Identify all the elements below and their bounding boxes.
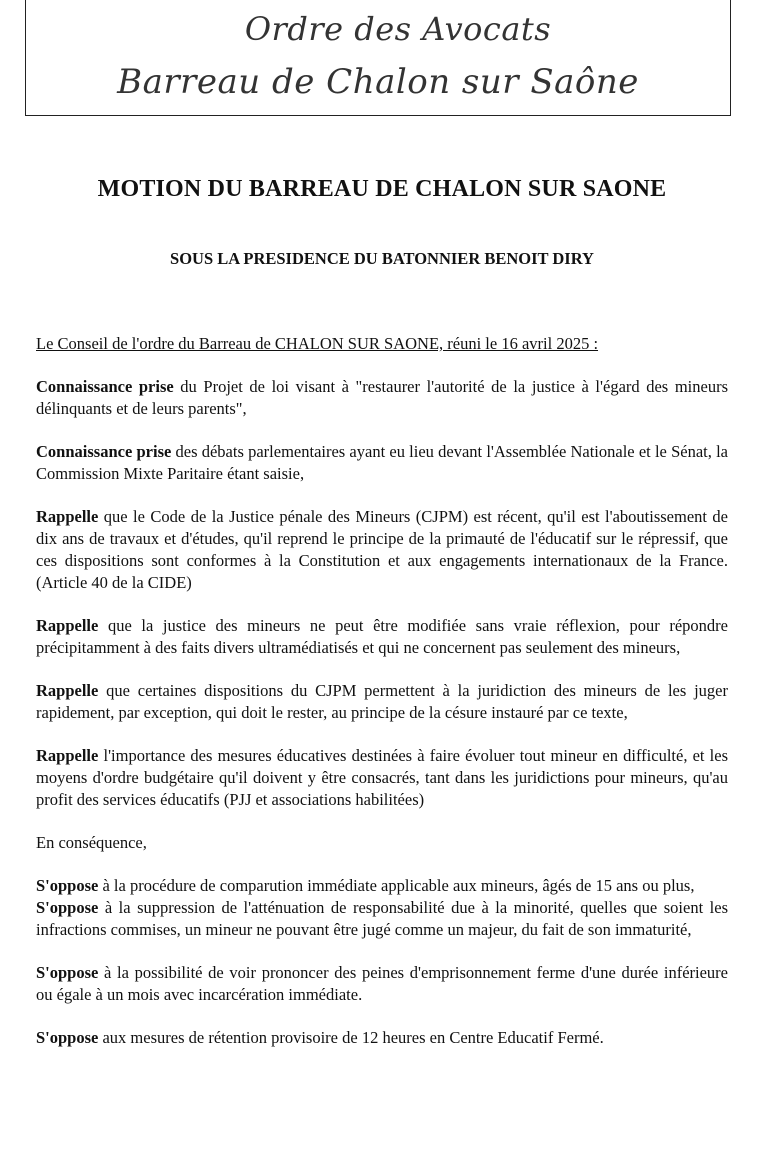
paragraph (36, 441, 728, 485)
opposition-lead: S'oppose (36, 963, 99, 982)
paragraph-text: des débats parlementaires ayant eu lieu devant l'Assemblée Nationale et le Sénat, la Commission Mixte Paritaire étant saisie, (36, 442, 728, 483)
paragraph-text: l'importance des mesures éducatives destinées à faire évoluer tout mineur en difficulté, et les moyens d'ordre budgétaire qu'il doivent y être consacrés, tant dans les juridictions pour mineurs, qu'au profit des services éducatifs (PJJ et associations habilitées) (36, 746, 728, 809)
opposition-paragraph (36, 962, 728, 1006)
paragraph-lead: Connaissance prise (36, 442, 172, 461)
paragraph-lead: Rappelle (36, 507, 99, 526)
opposition-lead: S'oppose (36, 1028, 99, 1047)
opposition-text: à la procédure de comparution immédiate applicable aux mineurs, âgés de 15 ans ou plus, (98, 876, 695, 895)
consequence-line: En conséquence, (36, 833, 147, 852)
paragraph (36, 680, 728, 724)
paragraph-text: du Projet de loi visant à "restaurer l'autorité de la justice à l'égard des mineurs délinquants et de leurs parents", (36, 377, 728, 418)
opposition-paragraph (36, 897, 728, 941)
paragraph-lead: Rappelle (36, 746, 99, 765)
opposition-lead: S'oppose (36, 898, 99, 917)
opposition-text: à la suppression de l'atténuation de responsabilité due à la minorité, quelles que soient les infractions commises, un mineur ne pouvant être jugé comme un majeur, du fait de son immaturité, (36, 898, 728, 939)
opposition-lead: S'oppose (36, 876, 99, 895)
letterhead-bar: Barreau de Chalon sur Saône (117, 62, 639, 102)
document-title: MOTION DU BARREAU DE CHALON SUR SAONE (97, 176, 667, 202)
intro-line: Le Conseil de l'ordre du Barreau de CHALON SUR SAONE, réuni le 16 avril 2025 : (36, 334, 599, 353)
paragraph (36, 376, 728, 420)
paragraph (36, 745, 728, 811)
opposition-paragraph (36, 875, 728, 897)
opposition-text: à la possibilité de voir prononcer des peines d'emprisonnement ferme d'une durée inférieure ou égale à un mois avec incarcération immédiate. (36, 963, 728, 1004)
paragraph (36, 506, 728, 594)
paragraph-text: que certaines dispositions du CJPM permettent à la juridiction des mineurs de les juger rapidement, par exception, qui doit le rester, au principe de la césure instauré par ce texte, (36, 681, 728, 722)
letterhead-order: Ordre des Avocats (244, 10, 552, 48)
paragraph (36, 615, 728, 659)
paragraph-lead: Rappelle (36, 616, 99, 635)
paragraph-lead: Connaissance prise (36, 377, 174, 396)
paragraph-text: que la justice des mineurs ne peut être modifiée sans vraie réflexion, pour répondre précipitamment à des faits divers ultramédiatisés et qui ne concernent pas seulement des mineurs, (36, 616, 728, 657)
document-subtitle: SOUS LA PRESIDENCE DU BATONNIER BENOIT DIRY (170, 249, 594, 268)
paragraph-lead: Rappelle (36, 681, 99, 700)
letterhead (25, 0, 731, 116)
opposition-text: aux mesures de rétention provisoire de 12 heures en Centre Educatif Fermé. (98, 1028, 604, 1047)
paragraph-text: que le Code de la Justice pénale des Mineurs (CJPM) est récent, qu'il est l'aboutissement de dix ans de travaux et d'études, qu'il reprend le principe de la primauté de l'éducatif sur le répressif, que ces dispositions sont conformes à la Constitution et aux engagements internationaux de la France. (Article 40 de la CIDE) (36, 507, 728, 592)
opposition-paragraph (36, 1027, 728, 1049)
motion-body (36, 333, 728, 1070)
